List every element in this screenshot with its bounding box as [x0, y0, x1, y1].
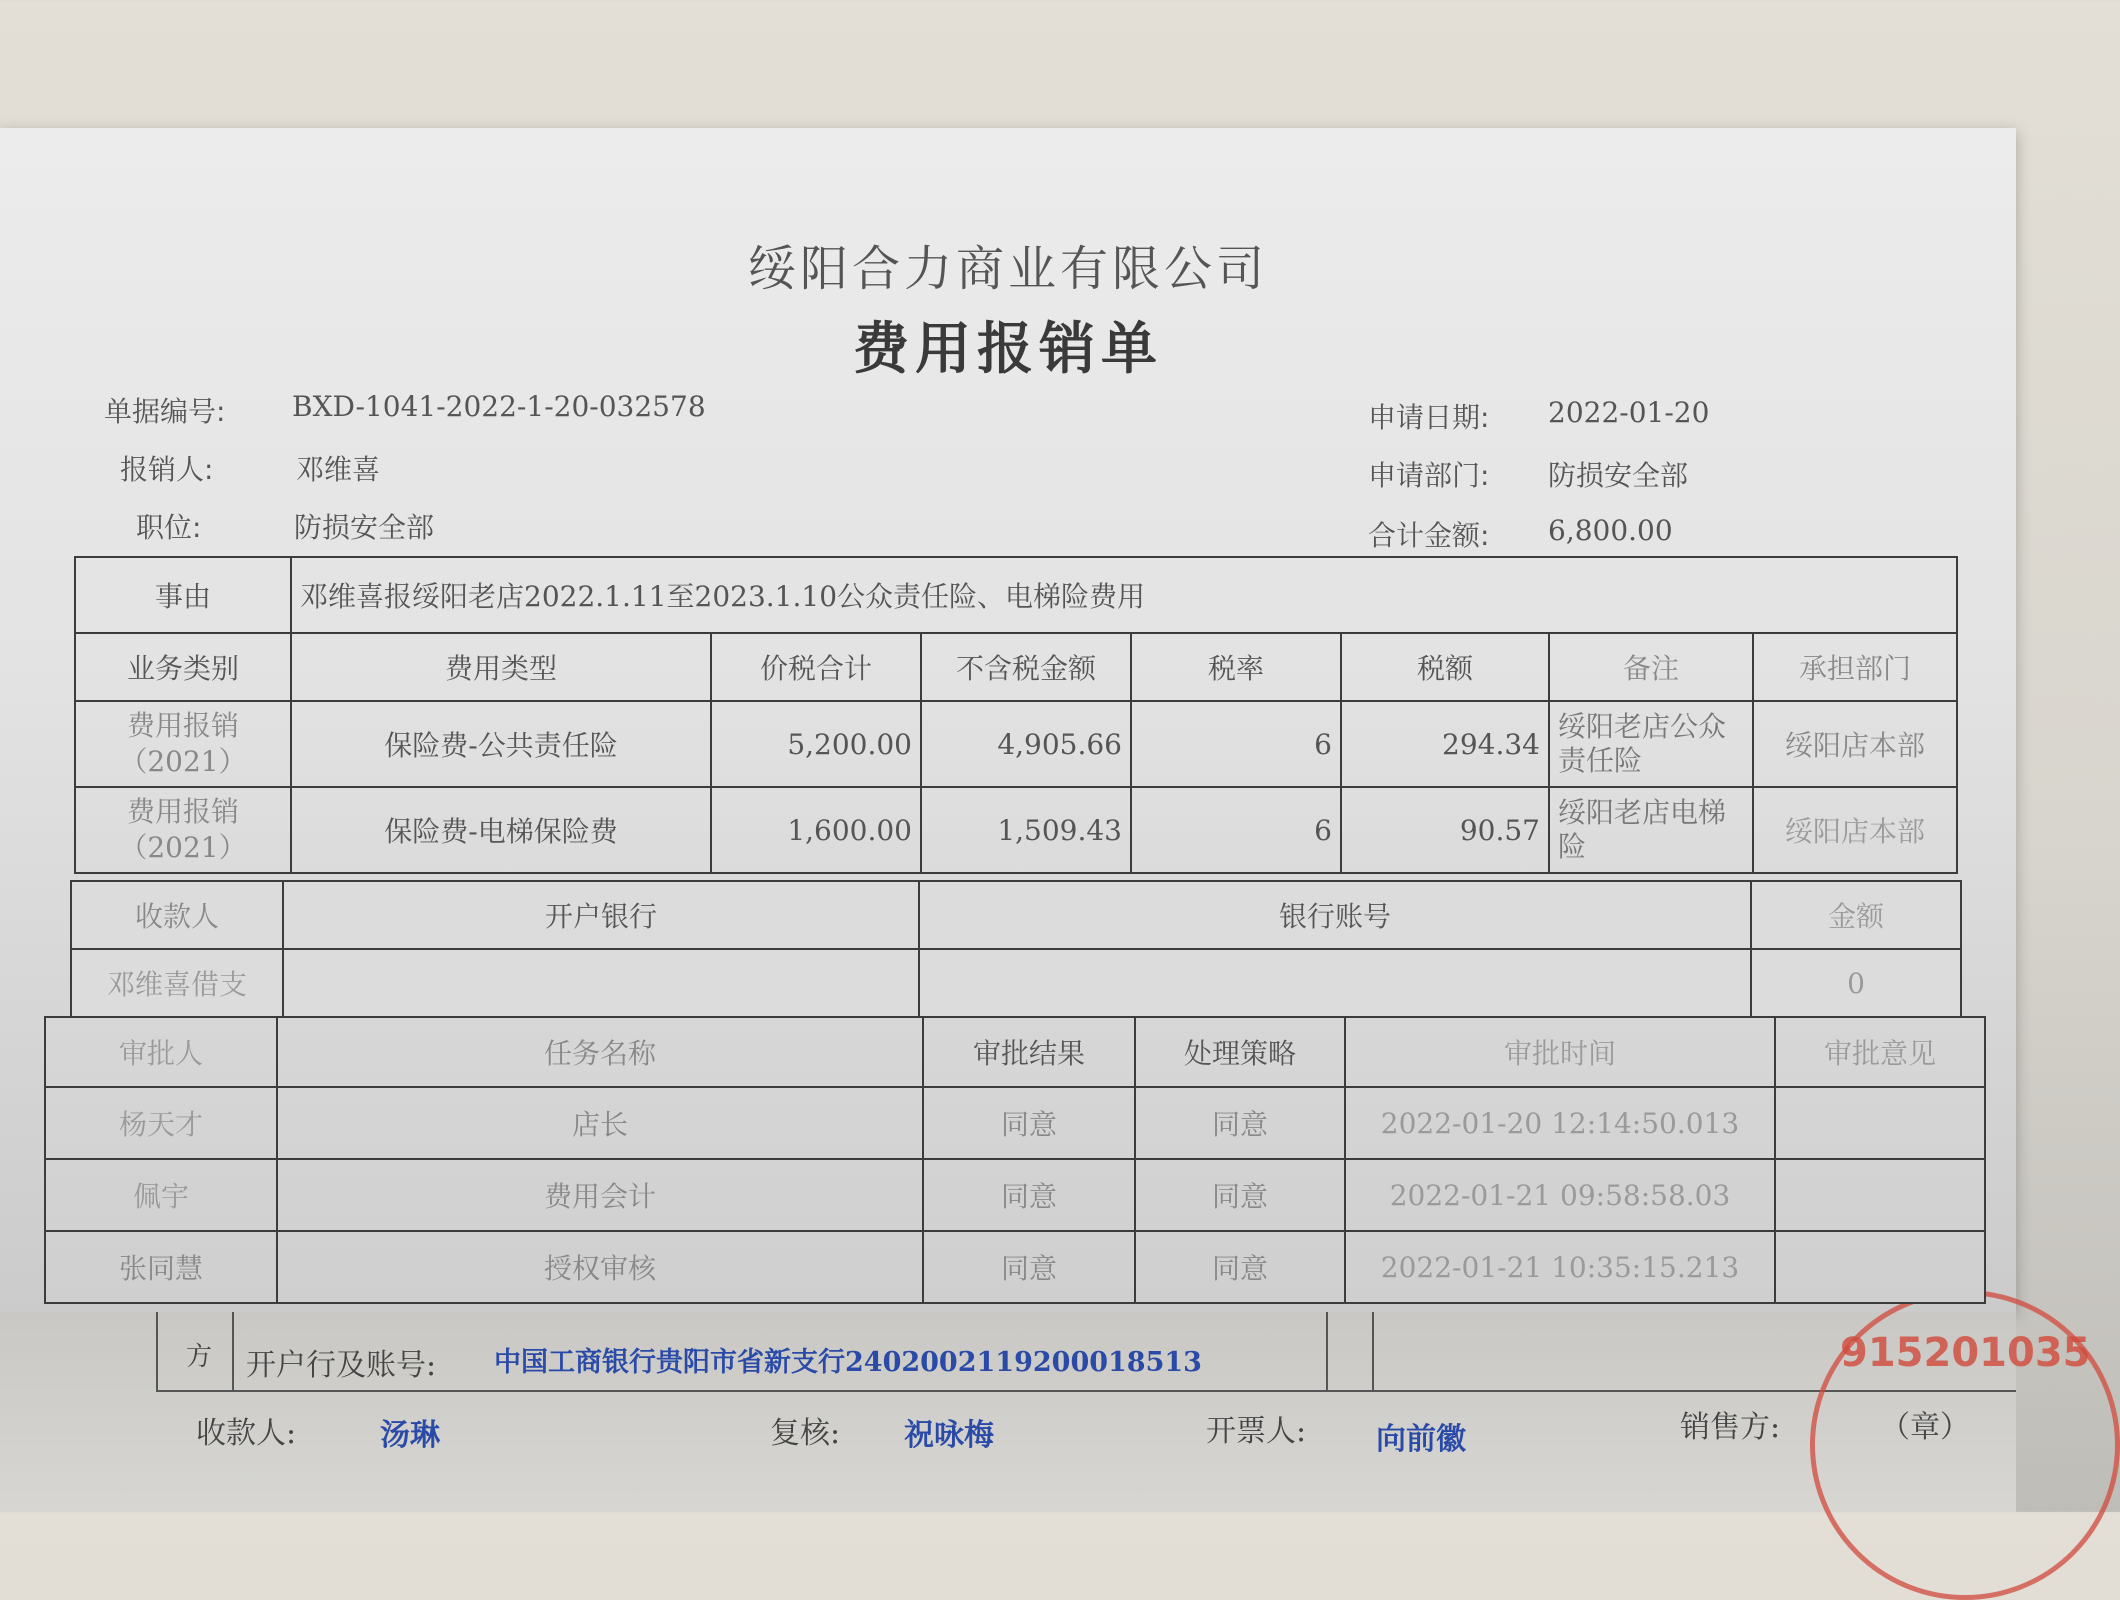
header-strategy: 处理策略 — [1135, 1017, 1345, 1087]
invoice-receiver: 汤琳 — [380, 1418, 440, 1453]
header-amount: 金额 — [1751, 881, 1961, 949]
invoice-border-left — [156, 1312, 158, 1392]
invoice-bank-value: 中国工商银行贵阳市省新支行2402002119200018513 — [494, 1347, 1202, 1378]
row1-tax: 294.34 — [1341, 701, 1549, 787]
invoice-seller-value: （章） — [1880, 1410, 1970, 1445]
invoice-receiver-label: 收款人: — [196, 1416, 297, 1451]
approval-row — [45, 1087, 1985, 1159]
red-seal-stamp-text: 915201035 — [1840, 1330, 2091, 1376]
position-field — [136, 506, 435, 546]
approval3-strategy: 同意 — [1135, 1231, 1345, 1303]
header-time: 审批时间 — [1345, 1017, 1775, 1087]
row2-gross: 1,600.00 — [711, 787, 921, 873]
row1-type: 保险费-公共责任险 — [291, 701, 711, 787]
invoice-border-mid2 — [1372, 1312, 1374, 1392]
invoice-border-mid — [1326, 1312, 1328, 1392]
document-title: 费用报销单 — [853, 317, 1163, 382]
approval3-opinion — [1775, 1231, 1985, 1303]
header-bank: 开户银行 — [283, 881, 919, 949]
approval3-task: 授权审核 — [277, 1231, 923, 1303]
approval1-strategy: 同意 — [1135, 1087, 1345, 1159]
apply-date-label: 申请日期: — [1368, 401, 1490, 434]
apply-dept-field — [1368, 454, 1689, 494]
approval3-result: 同意 — [923, 1231, 1135, 1303]
payee-row — [71, 949, 1961, 1017]
header-dept: 承担部门 — [1753, 633, 1957, 701]
total-amount-field — [1368, 514, 1673, 554]
total-amount-label: 合计金额: — [1368, 519, 1490, 552]
expense-table — [74, 556, 1958, 874]
row1-category: 费用报销（2021） — [75, 701, 291, 787]
approval1-task: 店长 — [277, 1087, 923, 1159]
invoice-issuer: 向前徽 — [1376, 1422, 1466, 1457]
approval3-time: 2022-01-21 10:35:15.213 — [1345, 1231, 1775, 1303]
reason-text: 邓维喜报绥阳老店2022.1.11至2023.1.10公众责任险、电梯险费用 — [291, 557, 1957, 633]
payee-header-row — [71, 881, 1961, 949]
header-category: 业务类别 — [75, 633, 291, 701]
header-opinion: 审批意见 — [1775, 1017, 1985, 1087]
invoice-bank-label: 开户行及账号: — [246, 1348, 437, 1383]
invoice-issuer-label: 开票人: — [1206, 1414, 1307, 1449]
approval3-approver: 张同慧 — [45, 1231, 277, 1303]
invoice-border-inner — [232, 1312, 234, 1392]
header-rate: 税率 — [1131, 633, 1341, 701]
row1-rate: 6 — [1131, 701, 1341, 787]
header-result: 审批结果 — [923, 1017, 1135, 1087]
approval-row — [45, 1159, 1985, 1231]
claimant-label: 报销人: — [120, 453, 214, 486]
payee-table — [70, 880, 1962, 1018]
expense-row — [75, 701, 1957, 787]
expense-row — [75, 787, 1957, 873]
claimant-value: 邓维喜 — [296, 453, 381, 486]
approval-table — [44, 1016, 1986, 1304]
doc-number-value: BXD-1041-2022-1-20-032578 — [292, 390, 706, 423]
header-note: 备注 — [1549, 633, 1753, 701]
header-task: 任务名称 — [277, 1017, 923, 1087]
approval2-opinion — [1775, 1159, 1985, 1231]
invoice-seller-label: 销售方: — [1680, 1410, 1781, 1445]
row2-note: 绥阳老店电梯险 — [1549, 787, 1753, 873]
apply-date-value: 2022-01-20 — [1548, 396, 1710, 429]
header-net: 不含税金额 — [921, 633, 1131, 701]
invoice-border-bottom — [156, 1390, 2016, 1392]
apply-date-field — [1368, 396, 1710, 436]
approval-row — [45, 1231, 1985, 1303]
row2-dept: 绥阳店本部 — [1753, 787, 1957, 873]
approval1-result: 同意 — [923, 1087, 1135, 1159]
row2-category: 费用报销（2021） — [75, 787, 291, 873]
payee-bank — [283, 949, 919, 1017]
row1-gross: 5,200.00 — [711, 701, 921, 787]
apply-dept-value: 防损安全部 — [1548, 459, 1689, 492]
row2-rate: 6 — [1131, 787, 1341, 873]
payee-name: 邓维喜借支 — [71, 949, 283, 1017]
header-approver: 审批人 — [45, 1017, 277, 1087]
position-label: 职位: — [136, 511, 202, 544]
approval2-task: 费用会计 — [277, 1159, 923, 1231]
row2-tax: 90.57 — [1341, 787, 1549, 873]
claimant-field — [120, 448, 381, 488]
payee-amount: 0 — [1751, 949, 1961, 1017]
approval2-approver: 佩宇 — [45, 1159, 277, 1231]
row1-net: 4,905.66 — [921, 701, 1131, 787]
total-amount-value: 6,800.00 — [1548, 514, 1673, 547]
invoice-corner-char: 方 — [186, 1342, 213, 1372]
doc-number-label: 单据编号: — [104, 395, 226, 428]
apply-dept-label: 申请部门: — [1368, 459, 1490, 492]
approval2-time: 2022-01-21 09:58:58.03 — [1345, 1159, 1775, 1231]
approval-header-row — [45, 1017, 1985, 1087]
approval1-opinion — [1775, 1087, 1985, 1159]
invoice-reviewer: 祝咏梅 — [904, 1418, 994, 1453]
reason-row — [75, 557, 1957, 633]
approval2-strategy: 同意 — [1135, 1159, 1345, 1231]
company-name: 绥阳合力商业有限公司 — [747, 241, 1268, 297]
doc-number-field — [104, 390, 706, 430]
invoice-reviewer-label: 复核: — [770, 1416, 841, 1451]
approval2-result: 同意 — [923, 1159, 1135, 1231]
header-tax: 税额 — [1341, 633, 1549, 701]
header-payee: 收款人 — [71, 881, 283, 949]
row2-type: 保险费-电梯保险费 — [291, 787, 711, 873]
approval1-time: 2022-01-20 12:14:50.013 — [1345, 1087, 1775, 1159]
approval1-approver: 杨天才 — [45, 1087, 277, 1159]
expense-header-row — [75, 633, 1957, 701]
header-expense-type: 费用类型 — [291, 633, 711, 701]
reason-label: 事由 — [75, 557, 291, 633]
row2-net: 1,509.43 — [921, 787, 1131, 873]
position-value: 防损安全部 — [294, 511, 435, 544]
row1-note: 绥阳老店公众责任险 — [1549, 701, 1753, 787]
header-gross: 价税合计 — [711, 633, 921, 701]
row1-dept: 绥阳店本部 — [1753, 701, 1957, 787]
payee-account — [919, 949, 1751, 1017]
header-account: 银行账号 — [919, 881, 1751, 949]
